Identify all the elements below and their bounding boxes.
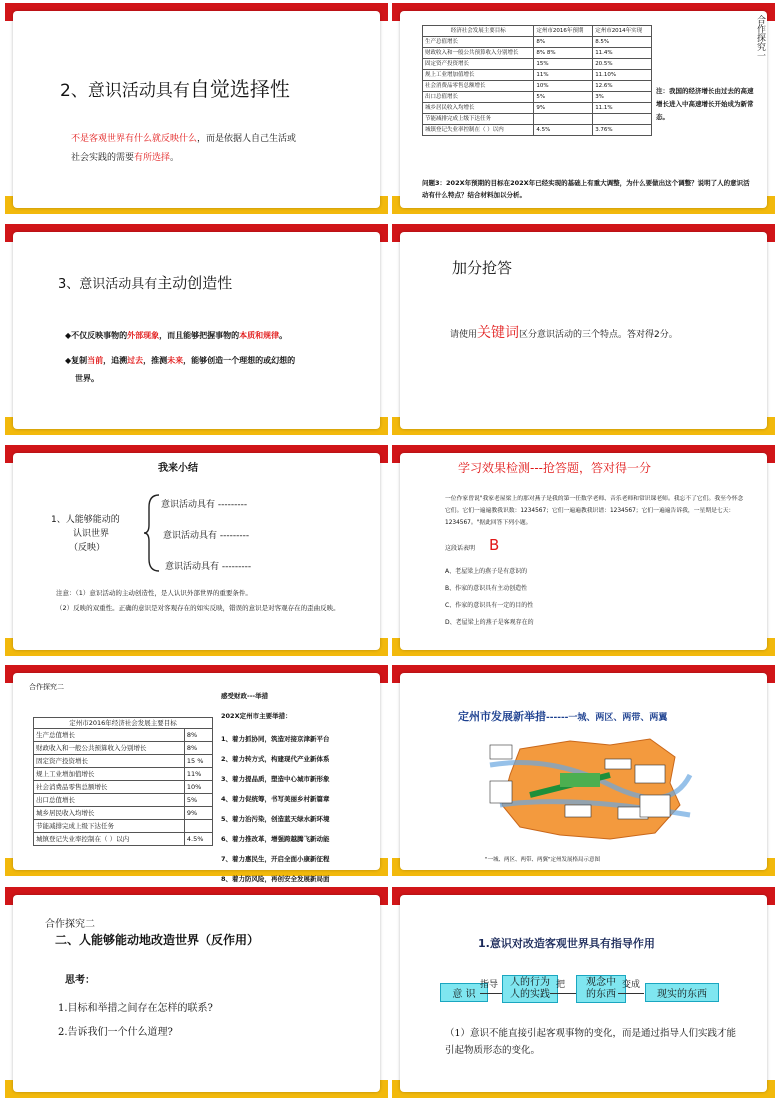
table-cell: 11% (534, 70, 593, 81)
table-row (423, 125, 652, 136)
slide-3 (5, 224, 388, 435)
measure-item: 3、着力提品质，塑造中心城市新形象 (221, 775, 330, 783)
slide-title: 我来小结 (158, 463, 198, 474)
summary-note-2: （2）反映的双重性。正确的意识是对客观存在的如实反映，错误的意识是对客观存在的歪曲反映。 (56, 604, 340, 612)
section-label: 合作探究二 (45, 919, 95, 930)
table-title: 定州市2016年经济社会发展主要目标 (34, 718, 213, 729)
slide-title: 加分抢答 (452, 259, 513, 277)
table-cell: 11% (184, 768, 212, 781)
table-row (34, 807, 213, 820)
table-cell: 12.6% (593, 81, 652, 92)
slide-card (400, 673, 767, 870)
brace-icon (143, 493, 161, 573)
target-table (422, 25, 652, 136)
slide-card (13, 895, 380, 1092)
table-cell: 固定资产投资增长 (423, 59, 534, 70)
measures-subtitle: 202X定州市主要举措： (221, 712, 292, 720)
table-cell: 3.76% (593, 125, 652, 136)
table-row (423, 81, 652, 92)
summary-item-1: 意识活动具有 --------- (161, 500, 248, 510)
table-cell (534, 114, 593, 125)
slide-8 (392, 665, 775, 876)
slide-card (13, 673, 380, 883)
table-row (34, 820, 213, 833)
table-cell: 8.5% (593, 37, 652, 48)
table-cell: 财政收入和一般公共预算收入分别增长 (34, 742, 185, 755)
table-cell: 3% (593, 92, 652, 103)
slide-title: 3、意识活动具有主动创造性 (58, 274, 233, 292)
table-cell: 10% (534, 81, 593, 92)
slide-card (400, 232, 767, 429)
target-table (33, 717, 213, 846)
quiz-options (445, 563, 534, 631)
table-cell: 15 % (184, 755, 212, 768)
slide-body: （1）意识不能直接引起客观事物的变化，而是通过指导人们实践才能引起物质形态的变化。 (445, 1028, 737, 1056)
section-label: 合作探究二 (29, 683, 64, 691)
table-cell: 5% (184, 794, 212, 807)
table-cell: 8% (184, 729, 212, 742)
slide-card (13, 11, 380, 208)
slide-1 (5, 3, 388, 214)
table-row (423, 92, 652, 103)
slide-4 (392, 224, 775, 435)
table-row (34, 768, 213, 781)
quiz-answer-line: 这段话表明 B (445, 536, 500, 554)
flow-arrow (480, 993, 502, 994)
flow-label-guide: 指导 (480, 980, 499, 990)
summary-item-3: 意识活动具有 --------- (165, 562, 252, 572)
measure-item: 2、着力转方式，构建现代产业新体系 (221, 755, 330, 763)
flow-box-idea: 观念中 的东西 (576, 975, 626, 1003)
quiz-option[interactable]: D、老屋梁上的燕子是客观存在的 (445, 619, 534, 626)
quiz-option[interactable]: B、作家的意识具有主动创造性 (445, 585, 528, 592)
table-cell: 城乡居民收入均增长 (423, 103, 534, 114)
table-cell: 城乡居民收入均增长 (34, 807, 185, 820)
table-header-cell: 定州市2016年预期 (534, 26, 593, 37)
table-cell: 10% (184, 781, 212, 794)
table-row (423, 48, 652, 59)
table-row (34, 781, 213, 794)
think-label: 思考： (65, 975, 95, 986)
table-cell: 9% (534, 103, 593, 114)
table-row (34, 729, 213, 742)
think-question-2: 2.告诉我们一个什么道理? (58, 1027, 173, 1038)
slide-2 (392, 3, 775, 214)
slide-10 (392, 887, 775, 1098)
slide-title: 1.意识对改造客观世界具有指导作用 (478, 937, 655, 950)
table-row (423, 70, 652, 81)
note-text: 注：我国的经济增长由过去的高速增长进入中高速增长开始成为新常态。 (656, 87, 754, 121)
table-cell: 社会消费品零售总额增长 (423, 81, 534, 92)
table-cell: 规上工业增加值增长 (34, 768, 185, 781)
development-map (490, 735, 690, 845)
flow-label-become: 变成 (622, 980, 641, 990)
bullet-2: ◆复制当前，追溯过去，推测未来，能够创造一个理想的或幻想的 世界。 (65, 356, 296, 383)
quiz-answer: B (488, 536, 500, 554)
measure-item: 8、着力防风险，再创安全发展新局面 (221, 875, 330, 883)
slide-title: 定州市发展新举措------一城、两区、两带、两翼 (458, 710, 668, 723)
slide-title: 2、意识活动具有自觉选择性 (60, 77, 290, 101)
table-cell: 5% (534, 92, 593, 103)
table-row (423, 37, 652, 48)
slide-body-line-1: 不是客观世界有什么就反映什么，而是依据人自己生活或 (71, 134, 297, 144)
table-title-row (34, 718, 213, 729)
table-row (423, 114, 652, 125)
table-cell: 4.5% (184, 833, 212, 846)
table-cell: 财政收入和一般公共预算收入分别增长 (423, 48, 534, 59)
table-cell: 15% (534, 59, 593, 70)
table-cell: 11.4% (593, 48, 652, 59)
map-caption: "一城、两区、两带、两翼"定州发展格局示意图 (485, 857, 601, 863)
table-row (34, 755, 213, 768)
flow-box-practice: 人的行为 人的实践 (502, 975, 558, 1003)
summary-item-2: 意识活动具有 --------- (163, 531, 250, 541)
table-cell: 生产总值增长 (34, 729, 185, 742)
measures-list (221, 729, 330, 889)
slide-body-line-2: 社会实践的需要有所选择。 (71, 153, 180, 163)
slide-6 (392, 445, 775, 656)
table-cell: 11.1% (593, 103, 652, 114)
table-cell (184, 820, 212, 833)
table-row (34, 833, 213, 846)
table-cell: 节能减排完成上级下达任务 (423, 114, 534, 125)
table-header-row (423, 26, 652, 37)
measure-item: 5、着力治污染，创造蓝天绿水新环境 (221, 815, 330, 823)
quiz-option[interactable]: A、老屋梁上的燕子是有意识的 (445, 568, 528, 575)
quiz-passage: 一位作家曾说"我家老屋梁上的那对燕子是我的第一任数学老师、音乐老师和常识课老师。我忘不了它们。我至今怀念它们。它们一遍遍教我识数：1234567；它们一遍遍教我识谱：1234567；它们一遍遍告诉我，一星期是七天：1234567。"据此回答下列小题。 (445, 496, 744, 526)
flow-arrow (618, 993, 644, 994)
summary-left-label: 1、人能够能动的 认识世界 （反映） (51, 515, 120, 553)
measure-item: 6、着力推改革，增强跨越腾飞新动能 (221, 835, 330, 843)
table-cell: 生产总值增长 (423, 37, 534, 48)
flow-arrow (550, 993, 576, 994)
table-row (34, 742, 213, 755)
table-cell: 11.10% (593, 70, 652, 81)
table-cell: 固定资产投资增长 (34, 755, 185, 768)
bullet-1: ◆不仅反映事物的外部现象，而且能够把握事物的本质和规律。 (65, 331, 288, 340)
slide-card (400, 11, 767, 208)
question-text: 问题3：202X年预期的目标在202X年已经实现的基础上有重大调整，为什么要做出这个调整？说明了人的意识活动有什么特点？结合材料加以分析。 (422, 179, 750, 199)
slide-5 (5, 445, 388, 656)
slide-card (13, 453, 380, 650)
flow-label-ba: 把 (556, 980, 566, 990)
table-cell: 8% (534, 37, 593, 48)
think-question-1: 1.目标和举措之间存在怎样的联系? (58, 1003, 213, 1014)
flow-box-reality: 现实的东西 (645, 983, 719, 1002)
measures-title: 感受财政---举措 (221, 692, 269, 700)
table-row (34, 794, 213, 807)
table-cell: 规上工业增加值增长 (423, 70, 534, 81)
slide-9 (5, 887, 388, 1098)
slide-card (400, 895, 767, 1092)
quiz-option[interactable]: C、作家的意识具有一定的目的性 (445, 602, 534, 609)
table-cell: 8% 8% (534, 48, 593, 59)
measure-item: 7、着力惠民生，开启全面小康新征程 (221, 855, 330, 863)
table-cell: 出口总值增长 (34, 794, 185, 807)
table-cell: 城镇登记失业率控制在（ ）以内 (423, 125, 534, 136)
table-cell: 9% (184, 807, 212, 820)
table-cell: 社会消费品零售总额增长 (34, 781, 185, 794)
table-row (423, 103, 652, 114)
slide-card (13, 232, 380, 429)
side-label: 合作探究一 (755, 15, 765, 60)
table-cell: 4.5% (534, 125, 593, 136)
slide-title: 学习效果检测---抢答题，答对得一分 (458, 461, 651, 475)
flow-box-consciousness: 意 识 (440, 983, 488, 1002)
table-cell: 节能减排完成上级下达任务 (34, 820, 185, 833)
summary-note-1: 注意：（1）意识活动的主动创造性，是人认识外部世界的重要条件。 (56, 589, 252, 597)
table-cell: 出口总值增长 (423, 92, 534, 103)
measure-item: 1、着力抓协同，筑造对接京津新平台 (221, 735, 330, 743)
measure-item: 4、着力促统筹，书写美丽乡村新篇章 (221, 795, 330, 803)
slide-title: 二、人能够能动地改造世界（反作用） (55, 933, 260, 947)
slide-card (400, 453, 767, 650)
table-cell: 8% (184, 742, 212, 755)
table-cell (593, 114, 652, 125)
table-cell: 20.5% (593, 59, 652, 70)
table-header-cell: 经济社会发展主要目标 (423, 26, 534, 37)
slide-body: 请使用关键词区分意识活动的三个特点。答对得2分。 (450, 325, 678, 341)
table-cell: 城镇登记失业率控制在（ ）以内 (34, 833, 185, 846)
table-header-cell: 定州市2014年实现 (593, 26, 652, 37)
table-row (423, 59, 652, 70)
slide-7 (5, 665, 388, 883)
